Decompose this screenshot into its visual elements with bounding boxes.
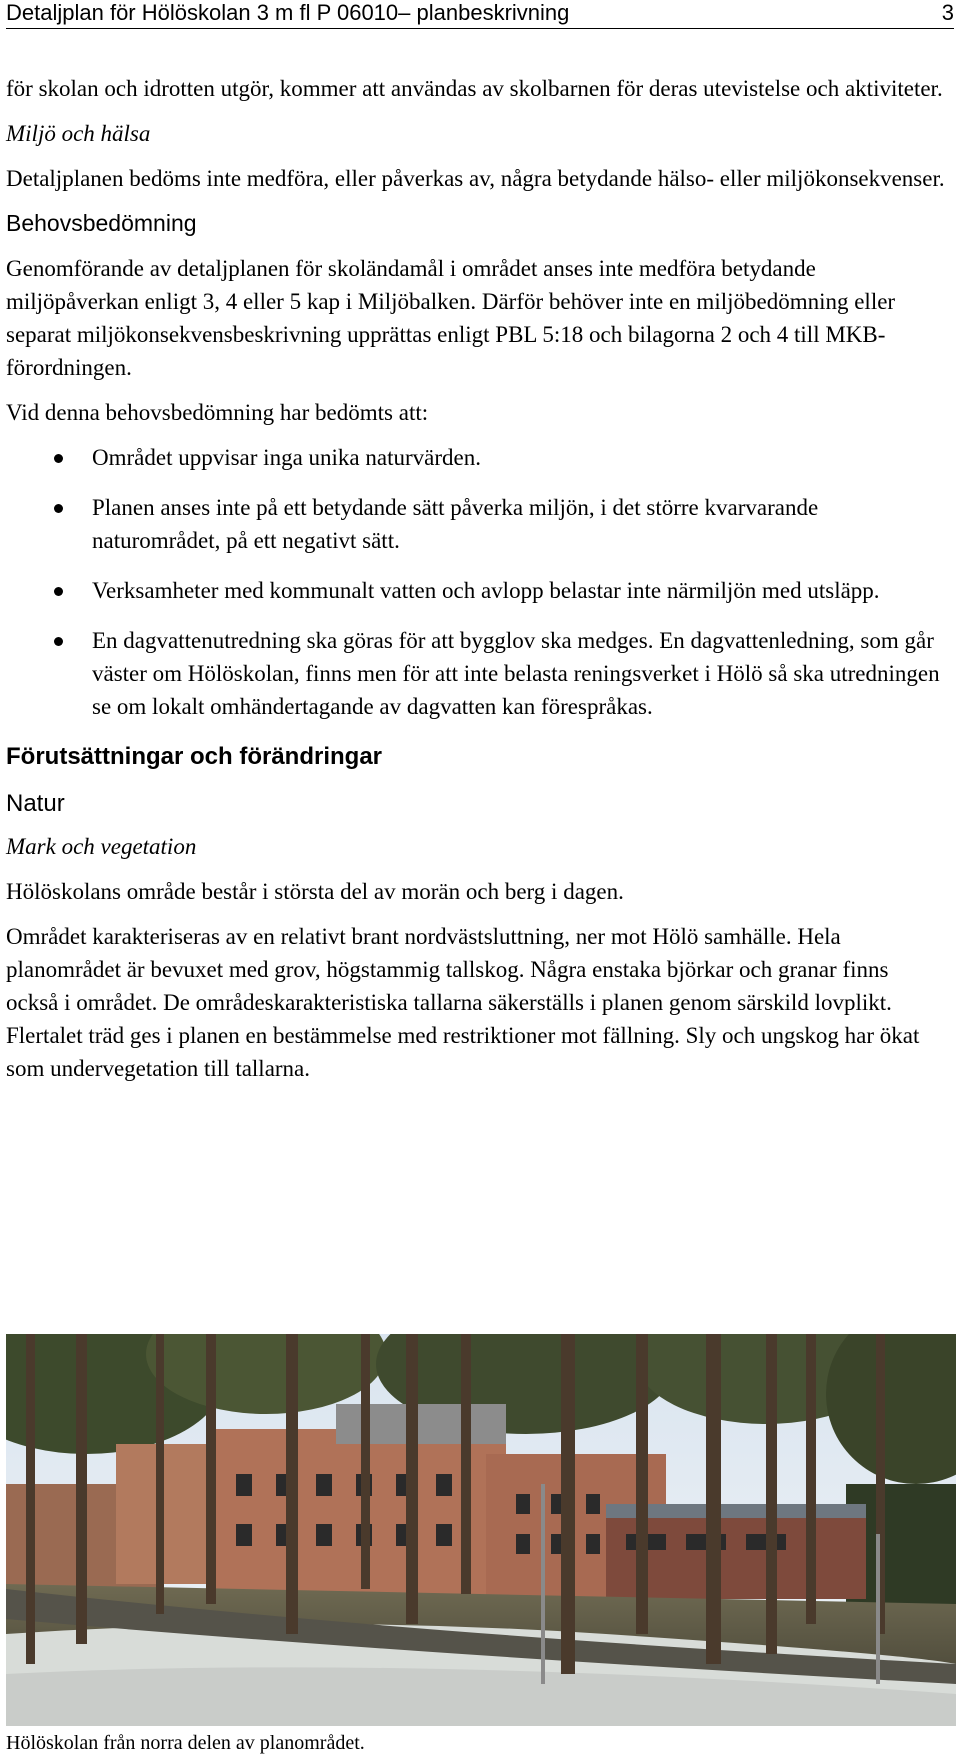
bullet-icon [54,504,63,513]
heading-forutsattningar: Förutsättningar och förändringar [6,743,383,770]
list-item-text: Verksamheter med kommunalt vatten och avlopp belastar inte närmiljön med utsläpp. [92,578,880,603]
heading-behovsbedomning: Behovsbedömning [6,210,197,236]
list-item-text: Planen anses inte på ett betydande sätt påverka miljön, i det större kvarvarande naturområdet, på ett negativt sätt. [92,495,819,553]
page-number: 3 [941,0,954,25]
school-photo [6,1334,956,1726]
list-item-text: En dagvattenutredning ska göras för att bygglov ska medges. En dagvattenledning, som går väster om Hölöskolan, finns men för att inte belasta reningsverket i Hölö så ska utredningen se om lokalt omhändertagande av dagvatten kan förespråkas. [92,628,940,719]
list-item [6,574,946,607]
page-content [6,72,946,1097]
behov-lead: Vid denna behovsbedömning har bedömts att: [6,400,429,425]
bullet-icon [54,637,63,646]
header-title: Detaljplan för Hölöskolan 3 m fl P 06010– planbeskrivning [6,0,570,25]
heading-natur: Natur [6,790,65,817]
bullet-icon [54,454,63,463]
list-item [6,624,946,723]
list-item-text: Området uppvisar inga unika naturvärden. [92,445,481,470]
photo-illustration [6,1334,956,1726]
mark-paragraph-2: Området karakteriseras av en relativt brant nordvästsluttning, ner mot Hölö samhälle. Hela planområdet är bevuxet med grov, högstammig tallskog. Några enstaka björkar och granar finns också i området. De områdeskarakteristiska tallarna säkerställs i planen genom särskild lovplikt. Flertalet träd ges i planen en bestämmelse med restriktioner mot fällning. Sly och ungskog har ökat som undervegetation till tallarna. [6,924,920,1081]
heading-miljo: Miljö och hälsa [6,121,151,146]
miljo-paragraph: Detaljplanen bedöms inte medföra, eller påverkas av, några betydande hälso- eller miljökonsekvenser. [6,166,945,191]
behov-paragraph: Genomförande av detaljplanen för skoländamål i området anses inte medföra betydande miljöpåverkan enligt 3, 4 eller 5 kap i Miljöbalken. Därför behöver inte en miljöbedömning eller separat miljökonsekvensbeskrivning upprättas enligt PBL 5:18 och bilagorna 2 och 4 till MKB-förordningen. [6,256,896,380]
intro-paragraph: för skolan och idrotten utgör, kommer att användas av skolbarnen för deras utevistelse och aktiviteter. [6,76,943,101]
heading-mark-vegetation: Mark och vegetation [6,834,197,859]
mark-paragraph-1: Hölöskolans område består i största del av morän och berg i dagen. [6,879,624,904]
list-item [6,441,946,474]
bullet-icon [54,587,63,596]
list-item [6,491,946,557]
behov-bullet-list [6,441,946,723]
photo-caption: Hölöskolan från norra delen av planområdet. [6,1732,365,1754]
page-header [6,0,954,29]
